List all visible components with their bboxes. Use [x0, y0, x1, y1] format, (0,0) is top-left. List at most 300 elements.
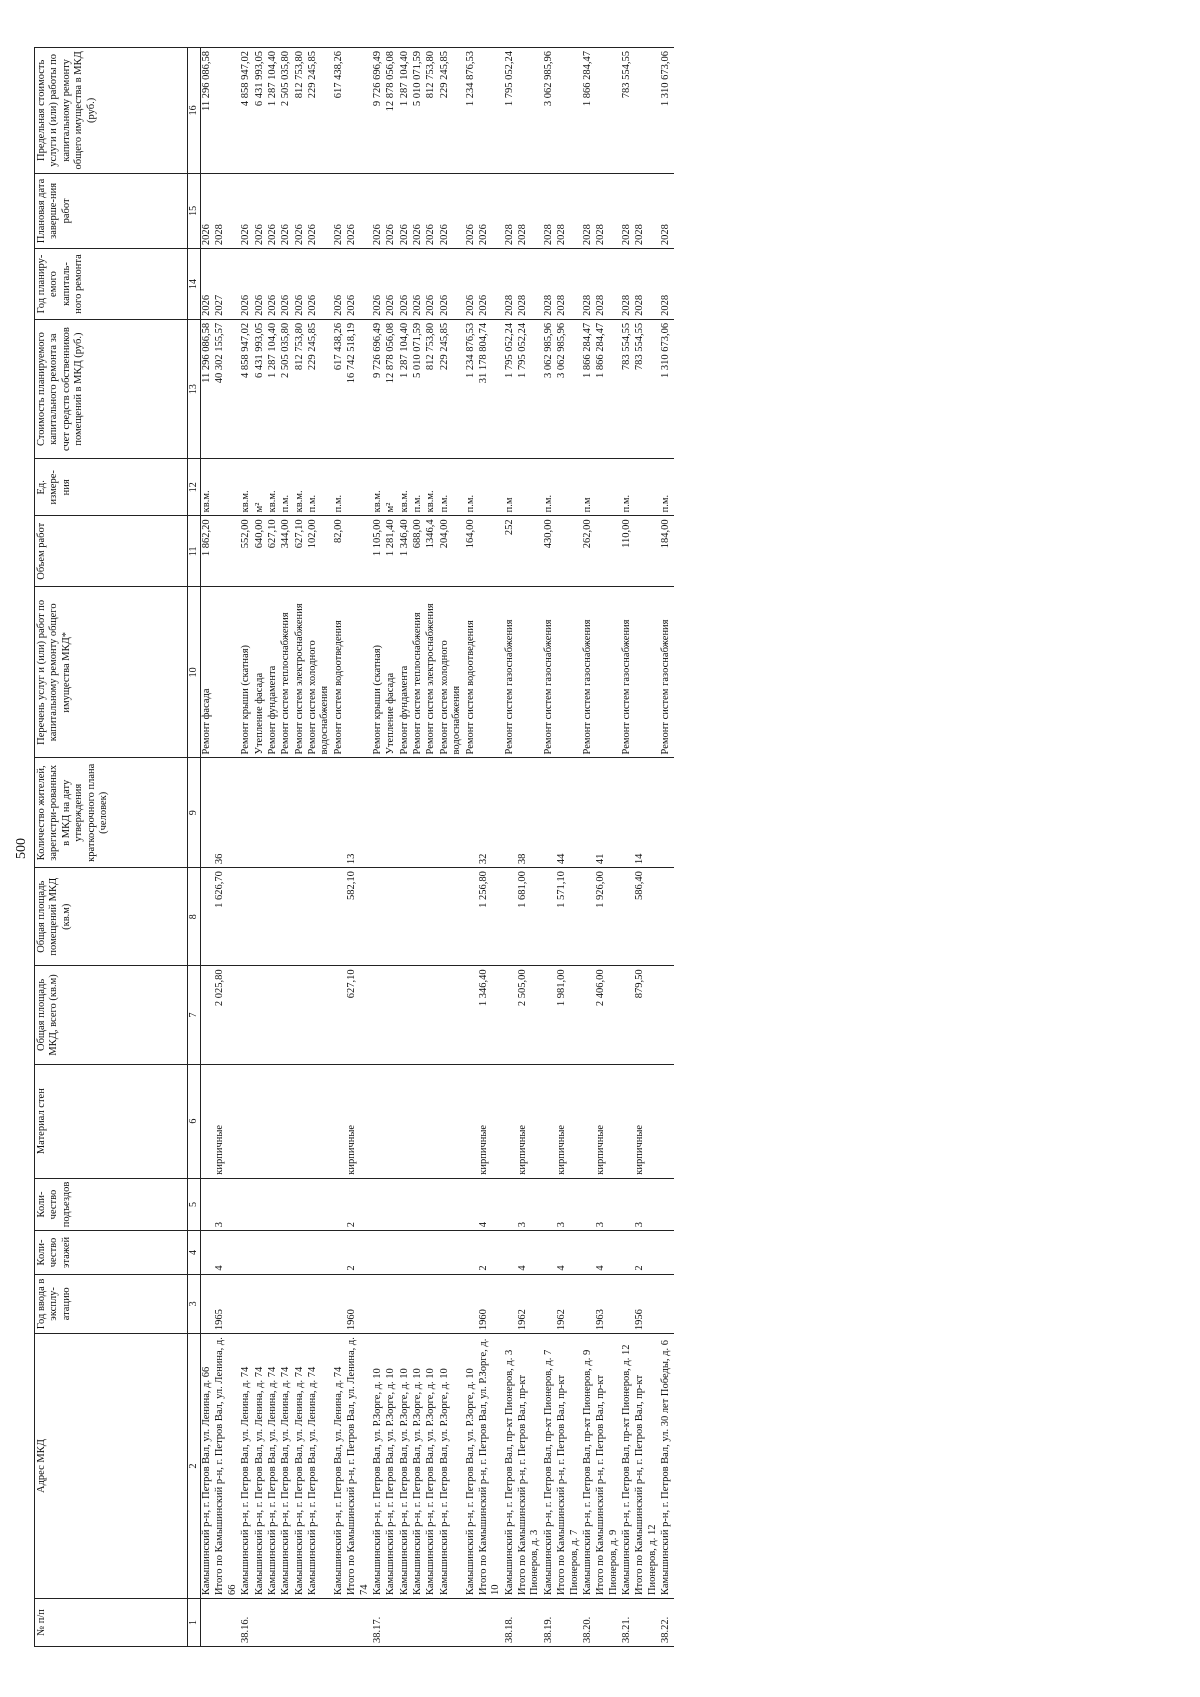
entrances-cell	[621, 1178, 634, 1231]
entrances-cell	[294, 1178, 307, 1231]
unit-cell: п.м	[504, 459, 517, 516]
total-area-cell	[240, 966, 253, 1064]
address-cell: Камышинский р-н, г. Петров Вал, ул. Ленина, д. 74	[267, 1334, 280, 1599]
floors-cell	[372, 1231, 385, 1274]
limit-cost-cell: 12 878 056,08	[385, 48, 398, 174]
table-row	[372, 48, 385, 1647]
column-number-row	[188, 48, 201, 1647]
plan-year-cell: 2026	[439, 249, 465, 320]
floors-cell	[621, 1231, 634, 1274]
table-row	[294, 48, 307, 1647]
completion-year-cell: 2026	[412, 173, 425, 248]
premises-area-cell	[412, 868, 425, 966]
address-cell: Камышинский р-н, г. Петров Вал, ул. 30 лет Победы, д. 6	[660, 1334, 673, 1599]
column-number: 8	[188, 868, 201, 966]
floors-cell	[465, 1231, 478, 1274]
residents-cell	[543, 758, 556, 868]
repair-plan-table	[34, 47, 674, 1647]
residents-cell	[465, 758, 478, 868]
work-type-cell	[634, 587, 660, 758]
premises-area-cell	[267, 868, 280, 966]
limit-cost-cell: 1 287 104,40	[399, 48, 412, 174]
address-cell: Итого по Камышинский р-н, г. Петров Вал, пр-кт Пионеров, д. 12	[634, 1334, 660, 1599]
premises-area-cell	[399, 868, 412, 966]
limit-cost-cell: 5 010 071,59	[412, 48, 425, 174]
year-cell	[333, 1274, 346, 1333]
total-area-cell	[412, 966, 425, 1064]
completion-year-cell: 2026	[280, 173, 293, 248]
plan-year-cell: 2028	[517, 249, 543, 320]
row-number	[425, 1599, 438, 1647]
table-row	[280, 48, 293, 1647]
floors-cell	[280, 1231, 293, 1274]
table-row	[556, 48, 582, 1647]
unit-cell: п.м	[582, 459, 595, 516]
column-number: 11	[188, 516, 201, 587]
column-header: Коли-чество этажей	[35, 1231, 188, 1274]
column-number: 1	[188, 1599, 201, 1647]
plan-year-cell: 2026	[346, 249, 372, 320]
volume-cell: 1 281,40	[385, 516, 398, 587]
wall-material-cell	[621, 1064, 634, 1178]
unit-cell	[634, 459, 660, 516]
floors-cell	[543, 1231, 556, 1274]
row-number	[478, 1599, 504, 1647]
completion-year-cell: 2026	[478, 173, 504, 248]
entrances-cell	[504, 1178, 517, 1231]
plan-year-cell: 2028	[556, 249, 582, 320]
work-type-cell	[346, 587, 372, 758]
premises-area-cell	[333, 868, 346, 966]
volume-cell: 627,10	[267, 516, 280, 587]
limit-cost-cell: 1 310 673,06	[660, 48, 673, 174]
table-body	[201, 48, 674, 1647]
cost-cell: 812 753,80	[425, 319, 438, 458]
cost-cell: 1 795 052,24	[504, 319, 517, 458]
row-number: 38.21.	[621, 1599, 634, 1647]
limit-cost-cell	[346, 48, 372, 174]
residents-cell	[399, 758, 412, 868]
completion-year-cell: 2028	[504, 173, 517, 248]
wall-material-cell	[504, 1064, 517, 1178]
premises-area-cell	[425, 868, 438, 966]
residents-cell	[582, 758, 595, 868]
year-cell	[543, 1274, 556, 1333]
unit-cell: п.м.	[660, 459, 673, 516]
unit-cell: кв.м.	[267, 459, 280, 516]
residents-cell	[294, 758, 307, 868]
row-number	[412, 1599, 425, 1647]
wall-material-cell	[307, 1064, 333, 1178]
completion-year-cell: 2026	[372, 173, 385, 248]
column-header: Плановая дата заверше-ния работ	[35, 173, 188, 248]
premises-area-cell	[280, 868, 293, 966]
residents-cell	[267, 758, 280, 868]
year-cell	[307, 1274, 333, 1333]
residents-cell	[280, 758, 293, 868]
table-header-row	[35, 48, 188, 1647]
residents-cell	[307, 758, 333, 868]
floors-cell: 4	[214, 1231, 240, 1274]
table-row	[660, 48, 673, 1647]
plan-year-cell: 2026	[425, 249, 438, 320]
unit-cell: кв.м.	[399, 459, 412, 516]
limit-cost-cell: 1 287 104,40	[267, 48, 280, 174]
row-number: 38.20.	[582, 1599, 595, 1647]
completion-year-cell: 2026	[385, 173, 398, 248]
column-number: 6	[188, 1064, 201, 1178]
cost-cell: 3 062 985,96	[543, 319, 556, 458]
unit-cell	[595, 459, 621, 516]
unit-cell: кв.м.	[372, 459, 385, 516]
plan-year-cell: 2026	[412, 249, 425, 320]
address-cell: Камышинский р-н, г. Петров Вал, ул. Р.Зорге, д. 10	[412, 1334, 425, 1599]
cost-cell: 1 287 104,40	[399, 319, 412, 458]
row-number: 38.19.	[543, 1599, 556, 1647]
table-row	[385, 48, 398, 1647]
cost-cell: 6 431 993,05	[254, 319, 267, 458]
address-cell: Итого по Камышинский р-н, г. Петров Вал, ул. Ленина, д. 66	[214, 1334, 240, 1599]
limit-cost-cell: 1 795 052,24	[504, 48, 517, 174]
premises-area-cell	[372, 868, 385, 966]
premises-area-cell	[543, 868, 556, 966]
floors-cell	[201, 1231, 215, 1274]
premises-area-cell	[582, 868, 595, 966]
residents-cell: 32	[478, 758, 504, 868]
volume-cell: 252	[504, 516, 517, 587]
residents-cell	[254, 758, 267, 868]
table-row	[346, 48, 372, 1647]
wall-material-cell	[582, 1064, 595, 1178]
cost-cell: 1 287 104,40	[267, 319, 280, 458]
floors-cell	[504, 1231, 517, 1274]
cost-cell: 5 010 071,59	[412, 319, 425, 458]
volume-cell	[478, 516, 504, 587]
plan-year-cell: 2026	[240, 249, 253, 320]
plan-year-cell: 2026	[201, 249, 215, 320]
premises-area-cell	[504, 868, 517, 966]
column-header: Предельная стоимость услуги и (или) работы по капитальному ремонту общего имущества в МКД (руб.)	[35, 48, 188, 174]
column-header: № п/п	[35, 1599, 188, 1647]
plan-year-cell: 2028	[543, 249, 556, 320]
row-number	[556, 1599, 582, 1647]
completion-year-cell: 2028	[621, 173, 634, 248]
premises-area-cell	[465, 868, 478, 966]
entrances-cell	[399, 1178, 412, 1231]
completion-year-cell: 2028	[517, 173, 543, 248]
volume-cell: 82,00	[333, 516, 346, 587]
residents-cell	[621, 758, 634, 868]
year-cell	[201, 1274, 215, 1333]
limit-cost-cell: 229 245,85	[439, 48, 465, 174]
year-cell	[280, 1274, 293, 1333]
total-area-cell	[621, 966, 634, 1064]
table-row	[333, 48, 346, 1647]
year-cell: 1962	[556, 1274, 582, 1333]
volume-cell	[517, 516, 543, 587]
work-type-cell: Ремонт систем газоснабжения	[504, 587, 517, 758]
row-number	[517, 1599, 543, 1647]
volume-cell	[634, 516, 660, 587]
completion-year-cell: 2026	[294, 173, 307, 248]
plan-year-cell: 2026	[465, 249, 478, 320]
address-cell: Камышинский р-н, г. Петров Вал, ул. Р.Зорге, д. 10	[372, 1334, 385, 1599]
total-area-cell	[254, 966, 267, 1064]
volume-cell: 552,00	[240, 516, 253, 587]
total-area-cell	[582, 966, 595, 1064]
table-row	[582, 48, 595, 1647]
year-cell	[582, 1274, 595, 1333]
address-cell: Камышинский р-н, г. Петров Вал, ул. Ленина, д. 74	[307, 1334, 333, 1599]
column-number: 13	[188, 319, 201, 458]
limit-cost-cell: 4 858 947,02	[240, 48, 253, 174]
entrances-cell	[240, 1178, 253, 1231]
premises-area-cell	[254, 868, 267, 966]
unit-cell	[478, 459, 504, 516]
cost-cell: 1 866 284,47	[582, 319, 595, 458]
entrances-cell	[372, 1178, 385, 1231]
entrances-cell	[201, 1178, 215, 1231]
residents-cell	[201, 758, 215, 868]
row-number: 38.18.	[504, 1599, 517, 1647]
year-cell: 1962	[517, 1274, 543, 1333]
residents-cell: 44	[556, 758, 582, 868]
wall-material-cell	[254, 1064, 267, 1178]
volume-cell: 1 862,20	[201, 516, 215, 587]
floors-cell	[660, 1231, 673, 1274]
total-area-cell: 2 505,00	[517, 966, 543, 1064]
wall-material-cell: кирпичные	[517, 1064, 543, 1178]
entrances-cell: 2	[346, 1178, 372, 1231]
limit-cost-cell	[517, 48, 543, 174]
residents-cell: 14	[634, 758, 660, 868]
address-cell: Камышинский р-н, г. Петров Вал, ул. Р.Зорге, д. 10	[465, 1334, 478, 1599]
unit-cell: кв.м.	[201, 459, 215, 516]
address-cell: Камышинский р-н, г. Петров Вал, пр-кт Пионеров, д. 9	[582, 1334, 595, 1599]
entrances-cell: 3	[517, 1178, 543, 1231]
floors-cell	[254, 1231, 267, 1274]
wall-material-cell: кирпичные	[634, 1064, 660, 1178]
entrances-cell: 3	[214, 1178, 240, 1231]
address-cell: Камышинский р-н, г. Петров Вал, пр-кт Пионеров, д. 7	[543, 1334, 556, 1599]
year-cell: 1963	[595, 1274, 621, 1333]
plan-year-cell: 2026	[399, 249, 412, 320]
year-cell	[660, 1274, 673, 1333]
total-area-cell	[333, 966, 346, 1064]
total-area-cell	[307, 966, 333, 1064]
table-row	[201, 48, 215, 1647]
wall-material-cell	[267, 1064, 280, 1178]
column-header: Коли-чество подъездов	[35, 1178, 188, 1231]
unit-cell	[346, 459, 372, 516]
entrances-cell	[385, 1178, 398, 1231]
cost-cell: 2 505 035,80	[280, 319, 293, 458]
floors-cell	[333, 1231, 346, 1274]
completion-year-cell: 2026	[240, 173, 253, 248]
column-number: 9	[188, 758, 201, 868]
column-header: Общая площадь помещений МКД (кв.м)	[35, 868, 188, 966]
cost-cell: 1 234 876,53	[465, 319, 478, 458]
column-number: 14	[188, 249, 201, 320]
completion-year-cell: 2026	[333, 173, 346, 248]
floors-cell: 4	[556, 1231, 582, 1274]
work-type-cell: Ремонт фундамента	[267, 587, 280, 758]
floors-cell: 2	[478, 1231, 504, 1274]
table-row	[240, 48, 253, 1647]
total-area-cell	[425, 966, 438, 1064]
table-row	[439, 48, 465, 1647]
premises-area-cell: 1 926,00	[595, 868, 621, 966]
work-type-cell: Ремонт систем газоснабжения	[660, 587, 673, 758]
address-cell: Итого по Камышинский р-н, г. Петров Вал, ул. Р.Зорге, д. 10	[478, 1334, 504, 1599]
premises-area-cell	[307, 868, 333, 966]
residents-cell	[333, 758, 346, 868]
total-area-cell: 879,50	[634, 966, 660, 1064]
residents-cell: 38	[517, 758, 543, 868]
wall-material-cell	[385, 1064, 398, 1178]
table-row	[621, 48, 634, 1647]
total-area-cell: 1 346,40	[478, 966, 504, 1064]
row-number	[346, 1599, 372, 1647]
premises-area-cell	[294, 868, 307, 966]
work-type-cell: Ремонт систем холодного водоснабжения	[439, 587, 465, 758]
work-type-cell: Ремонт систем холодного водоснабжения	[307, 587, 333, 758]
year-cell	[385, 1274, 398, 1333]
year-cell	[254, 1274, 267, 1333]
volume-cell: 204,00	[439, 516, 465, 587]
unit-cell: п.м.	[465, 459, 478, 516]
volume-cell	[346, 516, 372, 587]
column-number: 2	[188, 1334, 201, 1599]
cost-cell: 812 753,80	[294, 319, 307, 458]
unit-cell: м²	[385, 459, 398, 516]
limit-cost-cell: 9 726 696,49	[372, 48, 385, 174]
work-type-cell: Ремонт систем теплоснабжения	[412, 587, 425, 758]
limit-cost-cell: 617 438,26	[333, 48, 346, 174]
work-type-cell	[595, 587, 621, 758]
entrances-cell	[280, 1178, 293, 1231]
total-area-cell	[294, 966, 307, 1064]
total-area-cell	[372, 966, 385, 1064]
volume-cell: 640,00	[254, 516, 267, 587]
residents-cell	[660, 758, 673, 868]
table-row	[595, 48, 621, 1647]
wall-material-cell	[201, 1064, 215, 1178]
unit-cell: п.м.	[412, 459, 425, 516]
address-cell: Камышинский р-н, г. Петров Вал, ул. Ленина, д. 74	[294, 1334, 307, 1599]
unit-cell	[556, 459, 582, 516]
address-cell: Камышинский р-н, г. Петров Вал, ул. Р.Зорге, д. 10	[425, 1334, 438, 1599]
limit-cost-cell: 3 062 985,96	[543, 48, 556, 174]
address-cell: Камышинский р-н, г. Петров Вал, ул. Р.Зорге, д. 10	[399, 1334, 412, 1599]
address-cell: Камышинский р-н, г. Петров Вал, ул. Ленина, д. 74	[240, 1334, 253, 1599]
work-type-cell: Ремонт систем газоснабжения	[582, 587, 595, 758]
premises-area-cell	[439, 868, 465, 966]
volume-cell: 430,00	[543, 516, 556, 587]
completion-year-cell: 2028	[214, 173, 240, 248]
work-type-cell: Ремонт систем теплоснабжения	[280, 587, 293, 758]
row-number	[595, 1599, 621, 1647]
entrances-cell: 3	[556, 1178, 582, 1231]
column-header: Год планиру-емого капиталь-ного ремонта	[35, 249, 188, 320]
row-number	[294, 1599, 307, 1647]
total-area-cell: 2 406,00	[595, 966, 621, 1064]
residents-cell: 36	[214, 758, 240, 868]
premises-area-cell	[240, 868, 253, 966]
unit-cell: п.м.	[280, 459, 293, 516]
total-area-cell	[280, 966, 293, 1064]
work-type-cell: Утепление фасада	[254, 587, 267, 758]
unit-cell: п.м.	[543, 459, 556, 516]
work-type-cell: Ремонт фундамента	[399, 587, 412, 758]
plan-year-cell: 2026	[280, 249, 293, 320]
cost-cell: 783 554,55	[634, 319, 660, 458]
premises-area-cell: 586,40	[634, 868, 660, 966]
volume-cell: 164,00	[465, 516, 478, 587]
column-header: Объем работ	[35, 516, 188, 587]
cost-cell: 1 310 673,06	[660, 319, 673, 458]
year-cell	[399, 1274, 412, 1333]
work-type-cell: Ремонт крыши (скатная)	[372, 587, 385, 758]
work-type-cell: Ремонт систем водоотведения	[333, 587, 346, 758]
page-number: 500	[14, 838, 29, 859]
volume-cell: 1346,4	[425, 516, 438, 587]
cost-cell: 4 858 947,02	[240, 319, 253, 458]
work-type-cell: Ремонт систем электроснабжения	[294, 587, 307, 758]
completion-year-cell: 2026	[307, 173, 333, 248]
work-type-cell: Ремонт систем газоснабжения	[621, 587, 634, 758]
volume-cell: 344,00	[280, 516, 293, 587]
volume-cell	[214, 516, 240, 587]
address-cell: Итого по Камышинский р-н, г. Петров Вал, пр-кт Пионеров, д. 7	[556, 1334, 582, 1599]
entrances-cell	[412, 1178, 425, 1231]
year-cell	[439, 1274, 465, 1333]
column-header: Материал стен	[35, 1064, 188, 1178]
unit-cell	[214, 459, 240, 516]
limit-cost-cell: 812 753,80	[294, 48, 307, 174]
plan-year-cell: 2028	[634, 249, 660, 320]
wall-material-cell: кирпичные	[595, 1064, 621, 1178]
wall-material-cell	[543, 1064, 556, 1178]
plan-year-cell: 2028	[504, 249, 517, 320]
work-type-cell: Ремонт фасада	[201, 587, 215, 758]
plan-year-cell: 2026	[294, 249, 307, 320]
residents-cell	[240, 758, 253, 868]
completion-year-cell: 2028	[582, 173, 595, 248]
cost-cell: 9 726 696,49	[372, 319, 385, 458]
floors-cell	[267, 1231, 280, 1274]
entrances-cell	[333, 1178, 346, 1231]
wall-material-cell	[399, 1064, 412, 1178]
unit-cell: кв.м.	[240, 459, 253, 516]
cost-cell: 1 795 052,24	[517, 319, 543, 458]
column-header: Стоимость планируемого капитального ремонта за счет средств собственников помещений в МКД (руб.)	[35, 319, 188, 458]
volume-cell	[556, 516, 582, 587]
limit-cost-cell	[556, 48, 582, 174]
cost-cell: 3 062 985,96	[556, 319, 582, 458]
year-cell	[465, 1274, 478, 1333]
table-row	[517, 48, 543, 1647]
wall-material-cell	[425, 1064, 438, 1178]
limit-cost-cell	[634, 48, 660, 174]
row-number	[634, 1599, 660, 1647]
column-number: 12	[188, 459, 201, 516]
plan-year-cell: 2027	[214, 249, 240, 320]
plan-year-cell: 2028	[660, 249, 673, 320]
limit-cost-cell: 812 753,80	[425, 48, 438, 174]
wall-material-cell: кирпичные	[346, 1064, 372, 1178]
floors-cell	[307, 1231, 333, 1274]
